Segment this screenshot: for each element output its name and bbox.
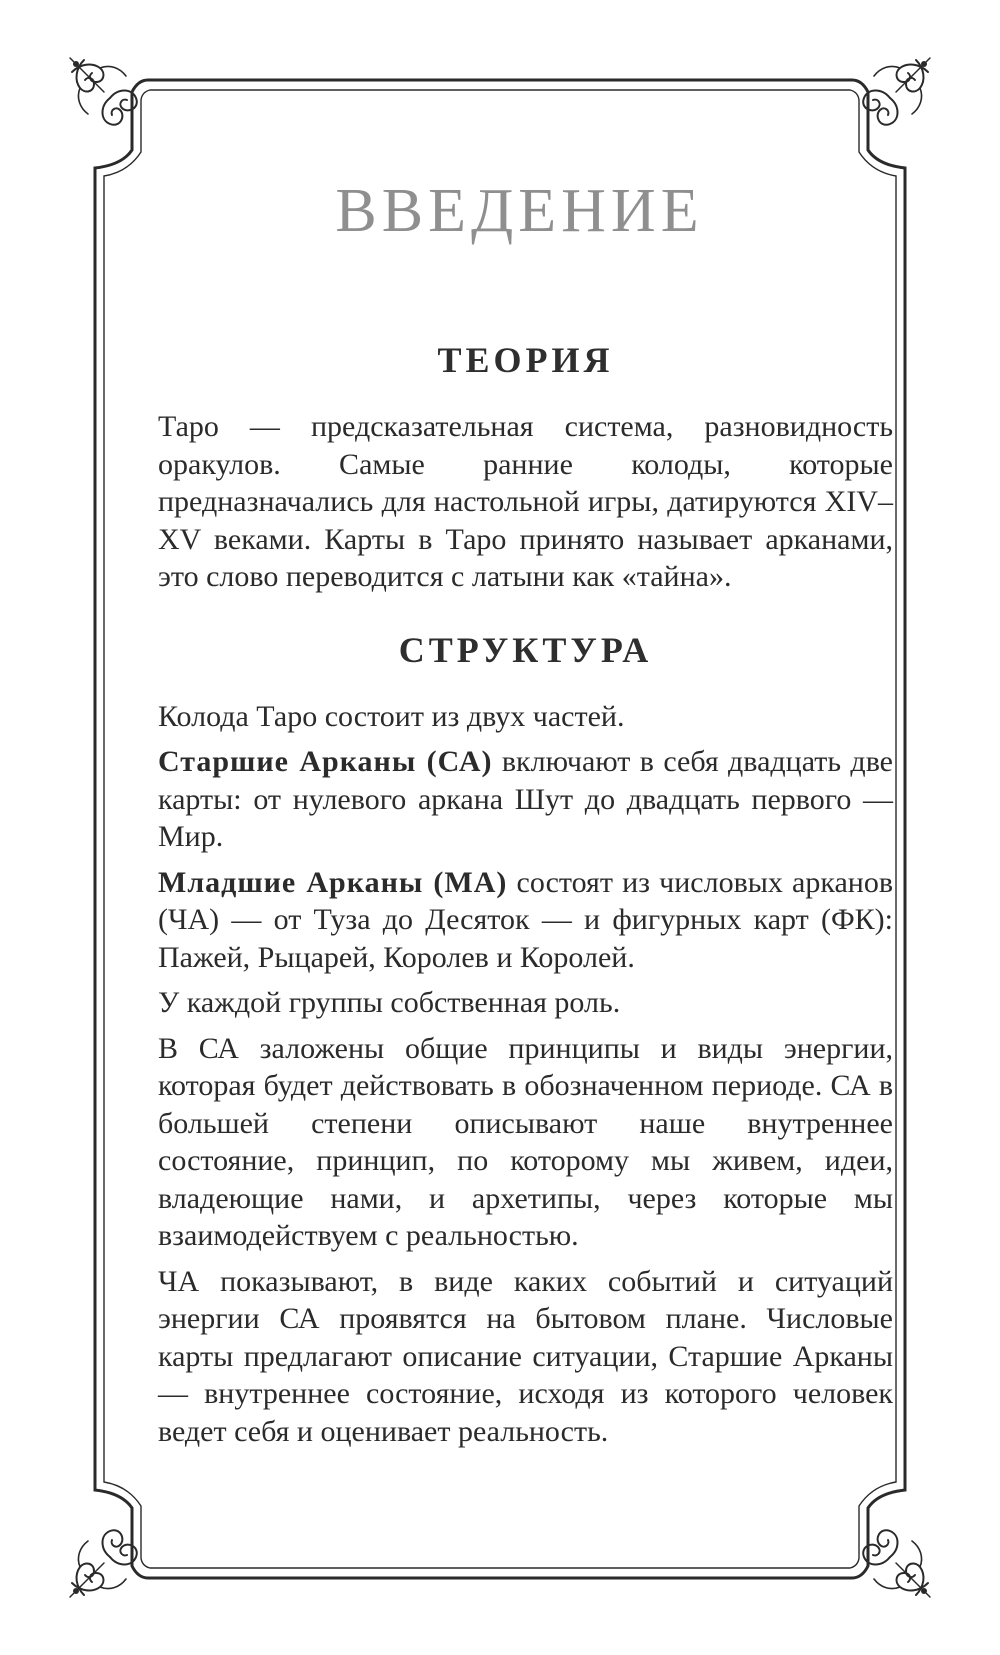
structure-intro: Колода Таро состоит из двух частей. (158, 699, 625, 733)
theory-paragraph: Таро — предсказательная система, разновидность оракулов. Самые ранние колоды, которые предназначались для настольной игры, датируются XIV–XV веками. Карты в Таро принято называет арканами, это слово переводится с латыни как «тайна». (158, 410, 893, 593)
page-content (158, 177, 894, 1450)
cha-paragraph: ЧА показывают, в виде каких событий и ситуаций энергии СА проявятся на бытовом плане. Числовые карты предлагают описание ситуации, Старшие Арканы — внутреннее состояние, исходя из которого человек ведет себя и оценивает реальность. (158, 1264, 893, 1448)
section-heading-structure: СТРУКТУРА (398, 629, 653, 670)
minor-arcana-paragraph (158, 864, 893, 977)
major-arcana-text: включают в себя двадцать две карты: от нулевого аркана Шут до двадцать первого — Мир. (158, 745, 893, 853)
ca-paragraph: В СА заложены общие принципы и виды энергии, которая будет действовать в обозначенном периоде. СА в большей степени описывают наше внутреннее состояние, принцип, по которому мы живем, идеи, владеющие нами, и архетипы, через которые мы взаимодействуем с реальностью. (158, 1031, 893, 1252)
minor-arcana-text: состоят из числовых арканов (ЧА) — от Туза до Десяток — и фигурных карт (ФК): Пажей, Рыцарей, Королев и Королей. (158, 865, 894, 974)
major-arcana-term: Старшие Арканы (СА) (158, 745, 493, 778)
major-arcana-paragraph (158, 743, 893, 856)
section-heading-theory: ТЕОРИЯ (437, 340, 614, 380)
roles-paragraph: У каждой группы собственная роль. (158, 986, 621, 1019)
chapter-title: ВВЕДЕНИЕ (335, 177, 704, 245)
minor-arcana-term: Младшие Арканы (МА) (158, 865, 508, 899)
